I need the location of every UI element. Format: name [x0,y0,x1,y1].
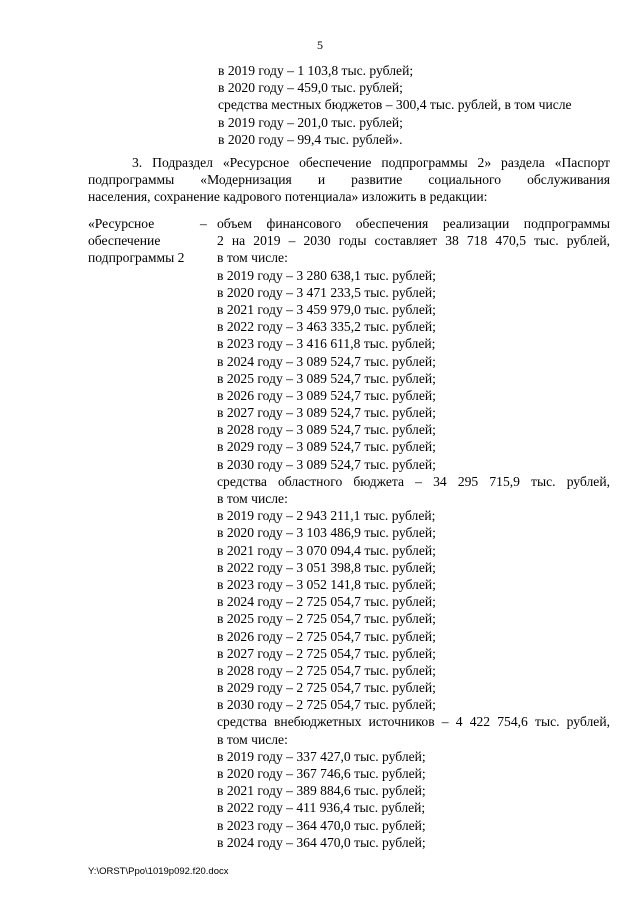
content-line: в 2030 году – 2 725 054,7 тыс. рублей; [217,697,436,713]
paragraph-line: 3. Подраздел «Ресурсное обеспечение подпрограммы 2» раздела «Паспорт [132,155,610,170]
paragraph-line: населения, сохранение кадрового потенциала» изложить в редакции: [88,189,488,205]
content-line: в 2019 году – 3 280 638,1 тыс. рублей; [217,267,436,283]
content-line: в 2030 году – 3 089 524,7 тыс. рублей; [217,456,436,472]
content-line: средства внебюджетных источников – 4 422 754,6 тыс. рублей, [217,714,610,730]
label-line: «Ресурсное [88,216,155,231]
content-line: в 2028 году – 3 089 524,7 тыс. рублей; [217,422,436,438]
content-line: в 2019 году – 337 427,0 тыс. рублей; [217,748,426,764]
page-number: 5 [317,38,323,52]
content-line: в 2024 году – 3 089 524,7 тыс. рублей; [217,353,436,369]
content-line: в 2025 году – 2 725 054,7 тыс. рублей; [217,611,436,627]
content-line: в 2027 году – 2 725 054,7 тыс. рублей; [217,645,436,661]
content-line: в 2023 году – 364 470,0 тыс. рублей; [217,817,426,833]
text-line: в 2019 году – 1 103,8 тыс. рублей; [218,63,414,78]
content-line: в 2023 году – 3 416 611,8 тыс. рублей; [217,336,436,352]
label-line: подпрограммы 2 [88,250,185,266]
content-line: в 2029 году – 2 725 054,7 тыс. рублей; [217,680,436,696]
content-line: в 2020 году – 3 103 486,9 тыс. рублей; [217,525,436,541]
amendment-paragraph [88,154,610,206]
content-line: в 2022 году – 411 936,4 тыс. рублей; [217,800,426,816]
content-line: в 2026 году – 2 725 054,7 тыс. рублей; [217,628,436,644]
content-line: в 2020 году – 3 471 233,5 тыс. рублей; [217,284,436,300]
content-line: 2 на 2019 – 2030 годы составляет 38 718 470,5 тыс. рублей, [217,233,610,249]
paragraph-line: подпрограммы «Модернизация и развитие социального обслуживания [88,172,610,188]
content-line: в 2019 году – 2 943 211,1 тыс. рублей; [217,508,436,524]
content-line: в 2023 году – 3 052 141,8 тыс. рублей; [217,576,436,592]
content-line: в 2022 году – 3 051 398,8 тыс. рублей; [217,559,436,575]
content-line: в 2021 году – 3 459 979,0 тыс. рублей; [217,301,436,317]
text-line: в 2020 году – 459,0 тыс. рублей; [218,80,403,96]
content-line: в 2029 году – 3 089 524,7 тыс. рублей; [217,439,436,455]
content-line: в 2028 году – 2 725 054,7 тыс. рублей; [217,662,436,678]
resource-label [88,215,200,267]
content-line: в 2027 году – 3 089 524,7 тыс. рублей; [217,405,436,421]
text-line: средства местных бюджетов – 300,4 тыс. рублей, в том числе [218,97,572,113]
content-line: в том числе: [217,731,288,747]
label-line: обеспечение [88,233,161,249]
resource-content [217,215,610,851]
continued-funding-list [218,62,618,148]
text-line: в 2020 году – 99,4 тыс. рублей». [218,131,403,147]
content-line: в том числе: [217,491,288,506]
content-line: в 2021 году – 3 070 094,4 тыс. рублей; [217,542,436,558]
content-line: средства областного бюджета – 34 295 715,9 тыс. рублей, [217,473,610,489]
content-line: в 2024 году – 2 725 054,7 тыс. рублей; [217,594,436,610]
content-line: в 2026 году – 3 089 524,7 тыс. рублей; [217,387,436,403]
content-line: в 2020 году – 367 746,6 тыс. рублей; [217,766,426,781]
content-line: в 2021 году – 389 884,6 тыс. рублей; [217,783,426,799]
content-line: объем финансового обеспечения реализации подпрограммы [217,216,610,231]
file-path-footer: Y:\ORST\Ppo\1019p092.f20.docx [88,866,229,877]
text-line: в 2019 году – 201,0 тыс. рублей; [218,114,403,130]
content-line: в 2025 году – 3 089 524,7 тыс. рублей; [217,370,436,386]
dash-separator: – [200,216,207,231]
content-line: в том числе: [217,250,288,266]
content-line: в 2022 году – 3 463 335,2 тыс. рублей; [217,319,436,335]
content-line: в 2024 году – 364 470,0 тыс. рублей; [217,834,426,850]
